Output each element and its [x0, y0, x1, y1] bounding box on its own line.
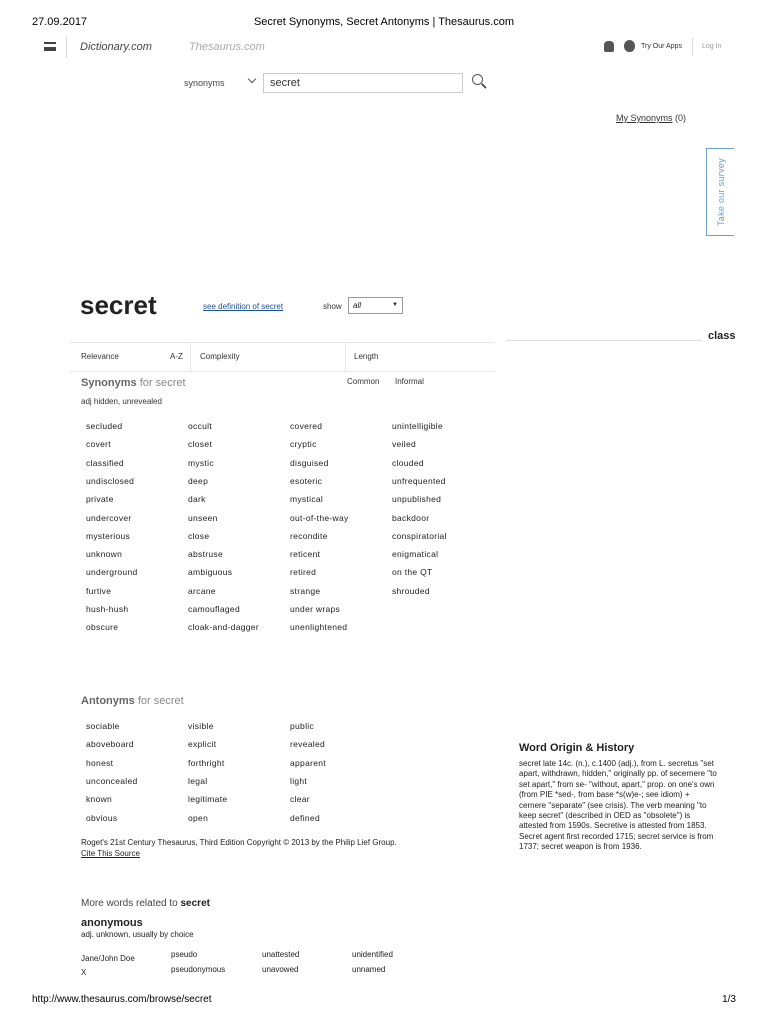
synonyms-heading: Synonyms for secret [81, 377, 186, 389]
attribution: Roget's 21st Century Thesaurus, Third Edition Copyright © 2013 by the Philip Lief Group. [81, 838, 397, 847]
antonym-link[interactable]: open [188, 812, 209, 823]
antonym-link[interactable]: legitimate [188, 794, 228, 805]
related-word[interactable]: anonymous [81, 917, 143, 929]
synonym-link[interactable]: unfrequented [392, 475, 446, 486]
synonym-link[interactable]: veiled [392, 439, 417, 450]
cite-source-link[interactable]: Cite This Source [81, 849, 140, 858]
synonym-link[interactable]: mystical [290, 494, 324, 505]
synonym-link[interactable]: private [86, 494, 114, 505]
sort-bar [70, 342, 495, 372]
antonym-link[interactable]: revealed [290, 739, 326, 750]
sense-tab-class[interactable]: class [708, 330, 736, 342]
related-link[interactable]: pseudonymous [171, 965, 226, 974]
related-link[interactable]: X [81, 968, 87, 977]
filter-common[interactable]: Common [347, 377, 380, 386]
apple-icon[interactable] [624, 40, 635, 52]
synonym-link[interactable]: hush-hush [86, 604, 129, 614]
antonym-link[interactable]: defined [290, 812, 320, 823]
synonym-link[interactable]: clouded [392, 457, 424, 468]
sort-length[interactable]: Length [354, 352, 379, 361]
antonym-link[interactable]: public [290, 721, 315, 731]
synonym-link[interactable]: classified [86, 457, 124, 468]
related-link[interactable]: unnamed [352, 965, 386, 974]
synonym-link[interactable]: conspiratorial [392, 530, 447, 541]
sort-relevance[interactable]: Relevance [81, 352, 119, 361]
related-link[interactable]: unattested [262, 950, 300, 959]
synonym-link[interactable]: ambiguous [188, 567, 233, 578]
related-link[interactable]: Jane/John Doe [81, 954, 135, 963]
antonym-link[interactable]: obvious [86, 812, 118, 823]
my-synonyms[interactable] [616, 113, 686, 123]
synonym-link[interactable]: deep [188, 475, 209, 486]
synonym-link[interactable]: unseen [188, 512, 218, 523]
antonym-link[interactable]: explicit [188, 739, 217, 750]
synonym-link[interactable]: covert [86, 439, 111, 450]
header-divider [66, 36, 67, 58]
synonym-link[interactable]: camouflaged [188, 604, 240, 614]
synonym-link[interactable]: unintelligible [392, 421, 443, 431]
antonym-link[interactable]: light [290, 775, 308, 786]
synonym-link[interactable]: disguised [290, 457, 329, 468]
antonym-link[interactable]: visible [188, 721, 214, 731]
antonym-link[interactable]: legal [188, 775, 208, 786]
synonym-link[interactable]: unknown [86, 549, 123, 560]
print-page-title: Secret Synonyms, Secret Antonyms | Thesaurus.com [253, 16, 515, 28]
try-apps-link[interactable]: Try Our Apps [641, 43, 682, 50]
synonym-link[interactable]: arcane [188, 585, 216, 596]
login-link[interactable]: Log In [702, 43, 722, 50]
sort-divider [345, 343, 346, 371]
filter-informal[interactable]: Informal [395, 377, 424, 386]
synonym-link[interactable]: cryptic [290, 439, 317, 450]
synonym-link[interactable]: out-of-the-way [290, 512, 349, 523]
synonym-link[interactable]: reticent [290, 549, 321, 560]
related-link[interactable]: unavowed [262, 965, 299, 974]
headword: secret [80, 290, 157, 320]
more-words-heading: More words related to secret [81, 898, 210, 909]
definition-link[interactable]: see definition of secret [203, 302, 284, 311]
login-divider [692, 38, 693, 56]
synonym-link[interactable]: esoteric [290, 475, 323, 486]
antonyms-heading: Antonyms for secret [81, 695, 184, 707]
synonyms-sense: adj hidden, unrevealed [81, 397, 162, 406]
synonym-link[interactable]: secluded [86, 421, 123, 431]
search-icon[interactable] [472, 74, 483, 85]
my-synonyms-count: (0) [675, 113, 686, 123]
antonym-link[interactable]: sociable [86, 721, 120, 731]
dictionary-link[interactable]: Dictionary.com [80, 41, 152, 53]
antonym-link[interactable]: aboveboard [86, 739, 134, 750]
chevron-down-icon[interactable] [248, 75, 256, 83]
synonym-link[interactable]: mysterious [86, 530, 131, 541]
word-origin-text: secret late 14c. (n.), c.1400 (adj.), from L. secretus "set apart, withdrawn, hidden," originally pp. of secernere "to set apart," from se- "without, apart," prop. on one's own (from PIE *sed-, from base *s(w)e-; see idiom) + cernere "separate" (see crisis). The verb meaning "to keep secret" (described in OED as "obsolete") is attested from 1590s. Secretive is attested from 1853. Secret agent first recorded 1715; secret service is from 1737; secret weapon is from 1936. [519, 759, 717, 852]
survey-tab[interactable] [706, 148, 734, 236]
synonym-link[interactable]: under wraps [290, 604, 341, 614]
dropdown-arrow-icon: ▼ [392, 302, 398, 308]
menu-icon[interactable] [44, 42, 56, 51]
synonym-link[interactable]: closet [188, 439, 213, 450]
thesaurus-link[interactable]: Thesaurus.com [189, 41, 265, 53]
search-input[interactable] [263, 73, 463, 93]
print-date: 27.09.2017 [32, 16, 88, 28]
synonym-link[interactable]: covered [290, 421, 323, 431]
sort-az[interactable]: A-Z [170, 352, 183, 361]
synonym-link[interactable]: retired [290, 567, 317, 578]
sort-divider [190, 343, 191, 371]
survey-label: Take our survey [715, 157, 726, 227]
synonym-link[interactable]: unpublished [392, 494, 442, 505]
antonym-link[interactable]: forthright [188, 757, 225, 768]
synonym-link[interactable]: backdoor [392, 512, 430, 523]
synonym-link[interactable]: enigmatical [392, 549, 439, 560]
antonym-link[interactable]: known [86, 794, 113, 805]
synonym-link[interactable]: undisclosed [86, 475, 135, 486]
synonym-link[interactable]: furtive [86, 585, 112, 596]
synonym-link[interactable]: strange [290, 585, 321, 596]
antonym-link[interactable]: clear [290, 794, 310, 805]
synonym-link[interactable]: unenlightened [290, 622, 348, 633]
antonym-link[interactable]: apparent [290, 757, 326, 768]
sense-tab-divider [506, 340, 702, 341]
related-definition: adj. unknown, usually by choice [81, 930, 194, 939]
show-value: all [353, 301, 362, 310]
my-synonyms-link[interactable]: My Synonyms [615, 113, 673, 123]
print-url: http://www.thesaurus.com/browse/secret [32, 994, 212, 1005]
synonym-link[interactable]: obscure [86, 622, 119, 633]
synonym-link[interactable]: underground [86, 567, 138, 578]
related-link[interactable]: pseudo [171, 950, 198, 959]
sort-complexity[interactable]: Complexity [200, 352, 240, 361]
synonym-link[interactable]: cloak-and-dagger [188, 622, 259, 633]
word-origin-title: Word Origin & History [519, 742, 635, 754]
show-select[interactable] [348, 297, 403, 314]
related-link[interactable]: unidentified [352, 950, 393, 959]
synonym-link[interactable]: close [188, 530, 210, 541]
android-icon[interactable] [604, 41, 614, 52]
synonym-link[interactable]: occult [188, 421, 213, 431]
synonym-link[interactable]: shrouded [392, 585, 430, 596]
synonym-link[interactable]: mystic [188, 457, 214, 468]
synonym-link[interactable]: recondite [290, 530, 328, 541]
synonym-link[interactable]: on the QT [392, 567, 433, 578]
synonym-link[interactable]: dark [188, 494, 206, 505]
show-label: show [323, 302, 342, 311]
antonym-link[interactable]: unconcealed [86, 775, 138, 786]
search-type-select[interactable]: synonyms [184, 78, 225, 88]
print-page-number: 1/3 [722, 994, 736, 1005]
antonym-link[interactable]: honest [86, 757, 114, 768]
synonym-link[interactable]: undercover [86, 512, 132, 523]
synonym-link[interactable]: abstruse [188, 549, 224, 560]
